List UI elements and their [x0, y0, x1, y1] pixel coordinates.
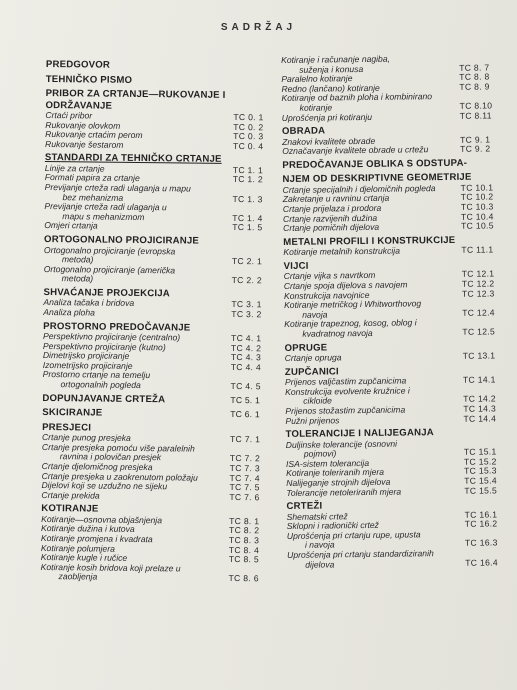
section-heading: STANDARDI ZA TEHNIČKO CRTANJE — [44, 152, 222, 166]
toc-entry-code: TC 15.4 — [464, 475, 497, 486]
toc-entry-title-continuation: dijelova — [305, 559, 335, 570]
toc-entry-title-line: Konstrukcija navojnice — [283, 289, 370, 301]
toc-entry-title-line: Rukovanje olovkom — [45, 119, 121, 131]
toc-entry — [44, 265, 266, 287]
toc-entry-code: TC 12.1 — [461, 268, 495, 280]
toc-entry-title-line: Analiza ploha — [43, 306, 95, 318]
section-code: TC 6. 1 — [230, 409, 260, 420]
toc-entry — [284, 318, 496, 340]
section-heading — [42, 393, 264, 407]
toc-entry-title-line: Označavanje kvalitete obrade u crtežu — [282, 144, 429, 157]
toc-entry-title-line: Crtanje prijelaza i prodora — [282, 202, 382, 215]
section-heading-text: SKICIRANJE — [42, 407, 103, 419]
toc-entry-code: TC 9. 2 — [460, 143, 491, 155]
toc-entry-title-continuation: kvadratnog navoja — [302, 327, 373, 339]
toc-entry-code: TC 3. 2 — [231, 308, 262, 320]
toc-entry-title — [286, 438, 464, 459]
toc-entry-title-continuation: pojmovi) — [303, 448, 337, 459]
toc-entry-title-continuation: ortogonalnih pogleda — [60, 379, 141, 391]
toc-entry-title-line: Crtanje djelomičnog presjeka — [41, 460, 153, 473]
toc-entry-title-line: Crtanje razvijenih dužina — [282, 212, 378, 224]
toc-entry-title-line: Kotiranje kosih bridova koji prelaze u — [40, 561, 181, 574]
toc-entry-title-line: Analiza tačaka i bridova — [43, 297, 135, 309]
toc-entry-code: TC 7. 4 — [229, 472, 260, 483]
toc-entry-title-continuation: metoda) — [61, 254, 94, 265]
toc-entry-title-line: Kotiranje dužina i kutova — [41, 523, 135, 535]
section-heading: OPRUGE — [284, 342, 328, 354]
toc-entry-title-line: Uprošćenja pri crtanju rupe, upusta — [286, 529, 421, 541]
toc-entry-title — [43, 308, 231, 320]
toc-entry-title-line: Redno (lančano) kotiranje — [281, 82, 380, 94]
section-heading: KOTIRANJE — [41, 503, 99, 515]
toc-entry-code: TC 0. 4 — [233, 140, 264, 152]
toc-entry-title-continuation: navoja — [302, 309, 328, 320]
toc-entry-title-line: Kotiranje toleriranih mjera — [286, 467, 385, 479]
toc-entry-title-line: Crtanje vijka s navrtkom — [283, 270, 376, 282]
section-heading: PREDOČAVANJE OBLIKA S ODSTUPA- — [282, 157, 468, 171]
toc-entry-title — [286, 486, 464, 498]
toc-entry-code: TC 14.1 — [462, 374, 496, 385]
section-heading: ZUPČANICI — [284, 365, 339, 378]
toc-entry-title-line: Nalijeganje strojnih dijelova — [286, 476, 391, 488]
toc-entry-title — [284, 318, 462, 339]
toc-entry-title — [282, 145, 460, 157]
toc-entry-title-line: Linije za crtanje — [44, 162, 105, 174]
toc-entry-title — [282, 111, 460, 123]
toc-entry-code: TC 8. 4 — [228, 544, 260, 555]
toc-entry-code: TC 3. 1 — [231, 299, 262, 310]
toc-entry-title-line: Perspektivno projiciranje (centralno) — [43, 331, 181, 343]
toc-entry-code: TC 10.4 — [460, 211, 494, 222]
section-heading: ORTOGONALNO PROJICIRANJE — [44, 234, 200, 247]
toc-entry-code: TC 8. 9 — [459, 81, 490, 92]
toc-entry-code: TC 0. 1 — [233, 111, 264, 123]
section-heading: NJEM OD DESKRIPTIVNE GEOMETRIJE — [282, 172, 472, 186]
toc-entry-code: TC 4. 2 — [230, 342, 262, 353]
toc-entry-code: TC 15.3 — [464, 465, 497, 477]
toc-entry-code: TC 0. 2 — [233, 121, 264, 132]
toc-entry-code: TC 16.3 — [464, 537, 498, 549]
toc-entry-title — [285, 352, 463, 364]
toc-entry-code: TC 8. 8 — [459, 71, 490, 83]
toc-entry — [285, 414, 497, 426]
toc-entry-code: TC 16.2 — [464, 518, 498, 530]
toc-entry-title-line: Paralelno kotiranje — [281, 73, 353, 85]
toc-entry-code: TC 8.10 — [459, 100, 493, 111]
section-heading: CRTEŽI — [286, 500, 323, 513]
toc-entry-title — [285, 414, 463, 426]
toc-entry-code: TC 10.2 — [460, 191, 494, 203]
toc-left-column — [40, 56, 267, 584]
toc-entry-title-line: Omjeri crtanja — [44, 220, 98, 231]
toc-entry-code: TC 8.11 — [459, 109, 492, 121]
toc-entry-code: TC 12.2 — [461, 278, 495, 289]
toc-entry-title-line: Prijenos stožastim zupčanicima — [285, 404, 406, 416]
toc-entry-code: TC 4. 4 — [230, 361, 262, 373]
page-title: SADRŽAJ — [220, 22, 297, 33]
toc-entry-code: TC 8. 5 — [228, 554, 260, 565]
toc-entry-title-line: Kotiranje trapeznog, kosog, oblog i — [284, 317, 417, 330]
toc-entry-title-continuation: bez mehanizma — [62, 191, 124, 203]
toc-entry-title-line: Kotiranje polumjera — [40, 542, 115, 554]
toc-entry — [44, 221, 266, 233]
toc-entry-code: TC 10.1 — [460, 182, 494, 193]
toc-entry-title-line: Ortogonalno projiciranje (američka — [43, 263, 176, 276]
toc-entry — [45, 140, 267, 152]
section-heading: PRESJECI — [42, 421, 92, 434]
toc-entry-title-line: ISA-sistem toleranсija — [285, 457, 370, 469]
toc-entry-title-line: Previjanje crteža radi ulaganja u — [44, 201, 167, 213]
toc-entry-code: TC 12.4 — [462, 307, 495, 318]
section-heading: SHVAĆANJE PROJEKCIJA — [43, 286, 171, 300]
toc-entry-title — [285, 386, 463, 407]
toc-entry-code: TC 7. 1 — [229, 434, 261, 445]
toc-entry-title-line: Ortogonalno projiciranje (evropska — [43, 244, 176, 256]
toc-entry-code: TC 9. 1 — [459, 134, 491, 145]
section-heading: PREDGOVOR — [45, 58, 111, 71]
section-heading: PRIBOR ZA CRTANJE—RUKOVANJE I ODRŽAVANJE — [45, 87, 226, 112]
toc-entry — [43, 370, 265, 392]
toc-entry-code: TC 11.1 — [461, 244, 494, 256]
toc-entry — [286, 486, 498, 498]
toc-entry-code: TC 4. 1 — [231, 333, 262, 344]
toc-entry-code: TC 1. 2 — [232, 174, 264, 185]
toc-entry-code: TC 16.4 — [465, 557, 498, 568]
toc-entry-code: TC 7. 2 — [229, 453, 261, 464]
toc-entry — [40, 563, 262, 585]
toc-entry-code: TC 4. 3 — [230, 352, 262, 363]
toc-entry-title-continuation: i navoja — [304, 539, 335, 551]
toc-entry-title — [281, 92, 459, 113]
toc-entry-title-continuation: ravnina i polovičan presjek — [59, 451, 162, 463]
toc-entry — [285, 351, 497, 363]
toc-entry-code: TC 1. 4 — [232, 212, 263, 224]
toc-entry-title-continuation: cikloide — [303, 395, 332, 407]
toc-entry-title-line: Crtanje spoja dijelova s navojem — [283, 279, 408, 291]
toc-entry-code: TC 8. 6 — [228, 573, 259, 584]
toc-entry-title-line: Prijenos valjčastim zupčanicima — [284, 375, 407, 388]
toc-entry — [282, 145, 494, 157]
toc-entry-title-line: Crtaći pribor — [45, 109, 93, 121]
toc-entry-code: TC 2. 2 — [231, 275, 262, 286]
toc-entry-code: TC 16.1 — [464, 509, 498, 520]
toc-entry-code: TC 13.1 — [462, 350, 496, 361]
section-heading — [42, 407, 264, 421]
section-heading: TOLERANCIJE I NALIJEGANJA — [285, 427, 434, 441]
toc-entry-code: TC 7. 5 — [229, 482, 260, 493]
toc-entry-code: TC 1. 5 — [232, 222, 263, 233]
toc-entry-title-line: Konstrukcija evolvente kružnice i — [285, 385, 410, 397]
toc-entry-title — [44, 265, 232, 286]
toc-entry-title — [281, 54, 459, 75]
section-heading-text: DOPUNJAVANJE CRTEŽA — [42, 392, 166, 405]
toc-entry-title-line: Kotiranje promjena i kvadrata — [40, 532, 153, 545]
toc-entry-title-line: Sklopni i radionički crtež — [286, 520, 379, 532]
toc-entry-title — [283, 222, 461, 234]
toc-entry-title-line: Kotiranje kugle i ručice — [40, 552, 128, 564]
toc-entry-title — [287, 549, 465, 570]
toc-entry-title-line: Crtanje presjeka pomoću više paralelnih — [41, 441, 195, 454]
toc-entry-title-line: Rukovanje šestarom — [45, 138, 124, 150]
toc-entry-code: TC 12.3 — [461, 288, 495, 299]
toc-entry-title-line: Rukovanje crtaćim perom — [45, 129, 143, 141]
toc-entry-code: TC 10.5 — [461, 220, 494, 232]
toc-entry-title-continuation: suženja i konusa — [299, 63, 364, 75]
toc-entry-code: TC 2. 1 — [231, 256, 263, 267]
toc-entry-title — [40, 563, 228, 584]
toc-entry-title-continuation: kotiranje — [299, 102, 333, 113]
toc-entry-title — [43, 370, 231, 391]
toc-entry — [283, 246, 495, 258]
toc-entry — [282, 111, 494, 123]
toc-entry-code: TC 7. 3 — [229, 462, 261, 474]
toc-entry-title-line: Uprošćenja pri kotiranju — [281, 111, 373, 123]
toc-entry-title — [283, 246, 461, 258]
toc-entry-title — [41, 491, 229, 503]
toc-entry — [283, 222, 495, 234]
toc-entry-title-line: Crtanje pomičnih dijelova — [283, 222, 380, 234]
toc-entry-code: TC 8. 2 — [228, 525, 260, 536]
toc-entry-title-line: Crtanje opruga — [284, 352, 342, 364]
toc-entry-code: TC 15.1 — [463, 446, 497, 458]
toc-entry-title-line: Shematski crtež — [286, 510, 348, 522]
toc-entry-title-line: Kotiranje—osnovna objašnjenja — [41, 513, 163, 526]
toc-entry-title — [284, 299, 462, 320]
toc-entry-title-line: Kotiranje metričkog i Whitworthovog — [283, 298, 422, 311]
toc-entry-title-line: Dijelovi koji se uzdužno ne sijeku — [41, 480, 168, 492]
toc-entry-code: TC 1. 3 — [232, 193, 263, 204]
toc-entry-code: TC 8. 3 — [228, 534, 260, 546]
toc-entry — [287, 548, 499, 570]
section-heading: PROSTORNO PREDOČAVANJE — [43, 320, 191, 334]
toc-entry-title-continuation: metoda) — [61, 273, 94, 284]
toc-entry-title-line: Tolerancije netoleriranih mjera — [286, 486, 402, 498]
toc-entry-code: TC 10.3 — [460, 201, 494, 212]
toc-entry-title — [287, 530, 465, 551]
toc-entry-code: TC 14.3 — [463, 403, 497, 414]
toc-entry-title-line: Uprošćenja pri crtanju standardiziranih — [287, 548, 434, 561]
toc-entry-title-line: Crtanje specijalnih i djelomičnih pogleda — [282, 182, 436, 195]
toc-entry-title-line: Dimetrijsko projiciranje — [42, 350, 130, 362]
toc-entry-code: TC 15.2 — [463, 456, 497, 467]
toc-entry-title-line: Znakovi kvalitete obrade — [281, 135, 376, 147]
toc-entry-title-line: Crtanje presjeka u zaokrenutom položaju — [41, 470, 198, 483]
toc-entry-code: TC 1. 1 — [232, 164, 264, 176]
section-heading: VIJCI — [283, 260, 309, 272]
section-heading: TEHNIČKO PISMO — [45, 73, 133, 86]
toc-entry-code: TC 7. 6 — [229, 491, 260, 502]
toc-entry-title-line: Zakretanje u ravninu crtanja — [282, 193, 390, 205]
toc-entry-title-line: Izometrijsko projiciranje — [42, 359, 133, 371]
toc-entry-title-line: Pužni prijenos — [285, 414, 340, 426]
toc-entry-code: TC 14.4 — [463, 412, 497, 424]
toc-entry — [41, 491, 263, 503]
section-heading: METALNI PROFILI I KONSTRUKCIJE — [283, 234, 456, 248]
toc-entry-title-line: Crtanje prekida — [41, 489, 100, 501]
toc-entry-title-line: Crtanje punog presjeka — [41, 432, 131, 444]
toc-entry-title-line: Previjanje crteža radi ulaganja u mapu — [44, 182, 191, 194]
toc-right-column — [281, 53, 499, 570]
section-code: TC 5. 1 — [230, 394, 261, 405]
toc-entry-code: TC 12.5 — [462, 326, 496, 337]
toc-entry-title-continuation: mapu s mehanizmom — [62, 211, 145, 222]
toc-entry-title-line: Formati papira za crtanje — [44, 172, 140, 184]
toc-entry-code: TC 14.2 — [463, 393, 496, 405]
toc-entry-title-line: Prostorno crtanje na temelju — [42, 369, 151, 381]
toc-entry-title-line: Perspektivno projiciranje (kutno) — [42, 340, 166, 352]
toc-entry-title — [44, 221, 232, 233]
toc-entry-title — [45, 140, 233, 152]
toc-entry-title-line: Kotiranje i računanje nagiba, — [280, 53, 391, 65]
toc-entry-title-continuation: zaobljenja — [58, 571, 98, 582]
section-heading: OBRADA — [281, 125, 326, 138]
toc-entry-code: TC 8. 7 — [459, 62, 490, 73]
toc-entry-title-line: Duljinske tolerancije (osnovni — [285, 438, 398, 450]
toc-entry-code: TC 4. 5 — [230, 381, 261, 392]
toc-entry-code: TC 0. 3 — [233, 131, 264, 142]
toc-entry-code: TC 8. 1 — [229, 515, 260, 527]
toc-entry-title-line: Kotiranje metalnih konstrukcija — [283, 245, 401, 258]
toc-entry-title-line: Kotiranje od baznih ploha i kombinirano — [281, 91, 433, 104]
toc-entry — [43, 308, 265, 320]
toc-entry-code: TC 15.5 — [464, 484, 498, 496]
